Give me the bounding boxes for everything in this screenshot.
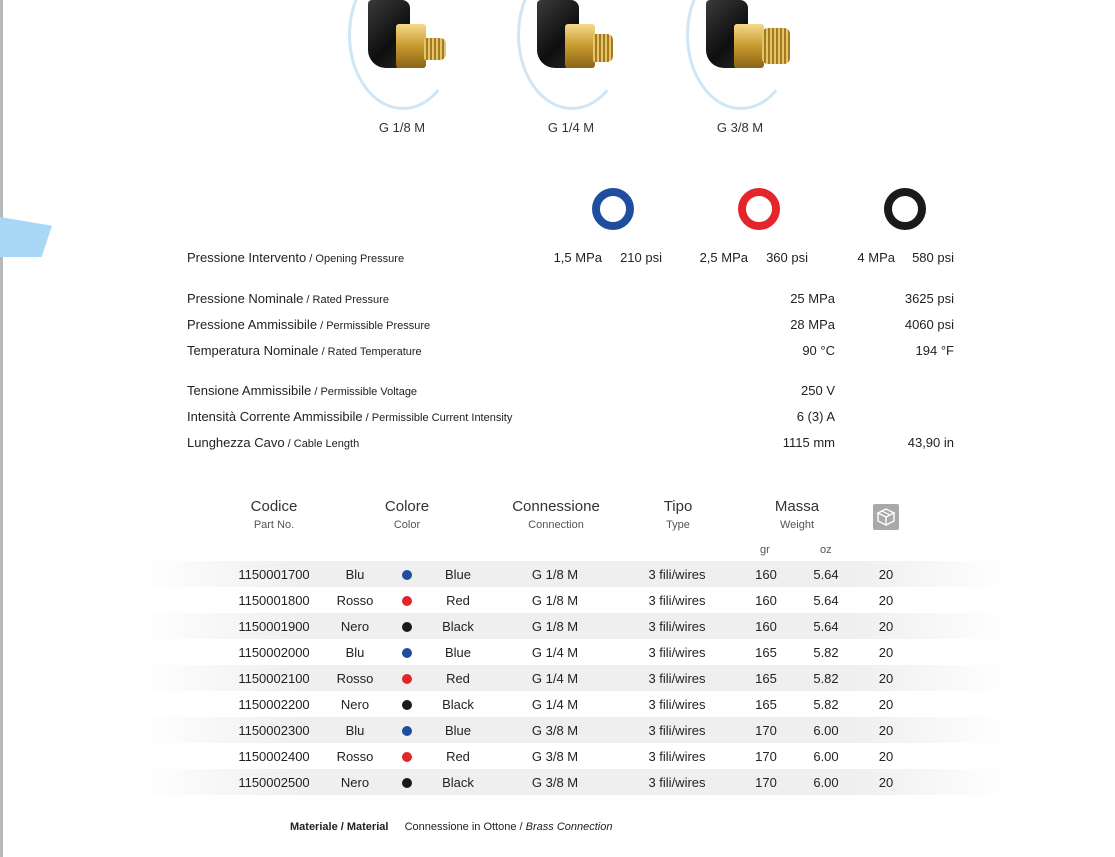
product-label: G 1/8 M <box>378 120 426 135</box>
cell-colore: Nero <box>340 775 370 790</box>
spec-value-metric: 28 MPa <box>790 317 835 332</box>
spec-value-metric: 25 MPa <box>790 291 835 306</box>
product-image-g38 <box>684 0 814 140</box>
opening-black-psi: 580 psi <box>912 250 954 265</box>
cell-conn: G 3/8 M <box>531 775 579 790</box>
product-label: G 1/4 M <box>547 120 595 135</box>
cell-oz: 5.64 <box>813 593 839 608</box>
opening-blue-mpa: 1,5 MPa <box>553 250 602 265</box>
table-row <box>140 613 1010 639</box>
spec-permissible-voltage: Tensione Ammissibile / Permissible Voltage <box>187 383 418 398</box>
cell-oz: 5.82 <box>813 645 839 660</box>
spec-rated-pressure: Pressione Nominale / Rated Pressure <box>187 291 389 306</box>
cell-color: Red <box>446 671 470 686</box>
cell-pack: 20 <box>878 723 894 738</box>
cell-color: Blue <box>444 723 472 738</box>
cell-gr: 160 <box>755 567 777 582</box>
cell-pack: 20 <box>878 749 894 764</box>
color-dot-icon <box>402 778 412 788</box>
package-box-icon <box>873 504 899 530</box>
cell-type: 3 fili/wires <box>648 671 706 686</box>
cell-pack: 20 <box>878 619 894 634</box>
cell-colore: Blu <box>345 645 365 660</box>
color-dot-icon <box>402 648 412 658</box>
spec-value-metric: 90 °C <box>802 343 835 358</box>
opening-black-mpa: 4 MPa <box>857 250 895 265</box>
table-row <box>140 769 1010 795</box>
cell-type: 3 fili/wires <box>648 697 706 712</box>
cell-oz: 6.00 <box>813 775 839 790</box>
cell-gr: 160 <box>755 593 777 608</box>
cell-type: 3 fili/wires <box>648 619 706 634</box>
color-ring-black <box>884 188 926 230</box>
cell-code: 1150002100 <box>238 671 310 686</box>
cell-conn: G 1/4 M <box>531 671 579 686</box>
cell-code: 1150002500 <box>238 775 310 790</box>
cell-color: Black <box>442 697 474 712</box>
cell-code: 1150002400 <box>238 749 310 764</box>
spec-value-imperial: 43,90 in <box>907 435 954 450</box>
cell-type: 3 fili/wires <box>648 749 706 764</box>
cell-colore: Blu <box>345 723 365 738</box>
cell-oz: 5.64 <box>813 567 839 582</box>
unit-ounces: oz <box>820 544 832 556</box>
cell-colore: Rosso <box>336 593 374 608</box>
product-image-g14 <box>515 0 645 140</box>
cell-code: 1150002300 <box>238 723 310 738</box>
spec-value-imperial: 194 °F <box>915 343 954 358</box>
spec-cable-length: Lunghezza Cavo / Cable Length <box>187 435 360 450</box>
cell-type: 3 fili/wires <box>648 593 706 608</box>
cell-gr: 170 <box>755 749 777 764</box>
cell-pack: 20 <box>878 671 894 686</box>
cell-color: Black <box>442 775 474 790</box>
spec-value-metric: 250 V <box>801 383 835 398</box>
cell-oz: 5.82 <box>813 671 839 686</box>
spec-rated-temperature: Temperatura Nominale / Rated Temperature <box>187 343 422 358</box>
spec-value-imperial: 3625 psi <box>904 291 954 306</box>
cell-color: Red <box>446 749 470 764</box>
cell-pack: 20 <box>878 775 894 790</box>
cell-colore: Blu <box>345 567 365 582</box>
header-part-no: Codice Part No. <box>250 498 298 531</box>
cell-gr: 165 <box>755 671 777 686</box>
cell-colore: Rosso <box>336 749 374 764</box>
cell-color: Blue <box>444 567 472 582</box>
color-ring-blue <box>592 188 634 230</box>
cell-colore: Rosso <box>336 671 374 686</box>
cell-conn: G 1/8 M <box>531 567 579 582</box>
table-row <box>140 561 1010 587</box>
cell-code: 1150001700 <box>238 567 310 582</box>
cell-oz: 6.00 <box>813 723 839 738</box>
material-note: Materiale / Material Connessione in Ottone / Brass Connection <box>290 821 613 833</box>
unit-grams: gr <box>760 544 770 556</box>
cell-conn: G 1/8 M <box>531 619 579 634</box>
cell-pack: 20 <box>878 593 894 608</box>
table-row <box>140 587 1010 613</box>
cell-code: 1150001800 <box>238 593 310 608</box>
header-color: Colore Color <box>384 498 430 531</box>
cell-colore: Nero <box>340 619 370 634</box>
cell-type: 3 fili/wires <box>648 723 706 738</box>
cell-oz: 5.64 <box>813 619 839 634</box>
product-label: G 3/8 M <box>716 120 764 135</box>
cell-code: 1150002000 <box>238 645 310 660</box>
cell-color: Blue <box>444 645 472 660</box>
table-row <box>140 743 1010 769</box>
header-connection: Connessione Connection <box>512 498 600 531</box>
cell-gr: 160 <box>755 619 777 634</box>
cell-pack: 20 <box>878 567 894 582</box>
header-weight: Massa Weight <box>774 498 820 531</box>
cell-code: 1150002200 <box>238 697 310 712</box>
cell-type: 3 fili/wires <box>648 775 706 790</box>
table-row <box>140 639 1010 665</box>
color-dot-icon <box>402 570 412 580</box>
color-ring-red <box>738 188 780 230</box>
color-dot-icon <box>402 596 412 606</box>
cell-oz: 6.00 <box>813 749 839 764</box>
spec-permissible-current: Intensità Corrente Ammissibile / Permissible Current Intensity <box>187 409 513 424</box>
opening-red-psi: 360 psi <box>766 250 808 265</box>
cell-type: 3 fili/wires <box>648 645 706 660</box>
product-image-g18 <box>346 0 476 140</box>
cell-color: Red <box>446 593 470 608</box>
cell-gr: 165 <box>755 645 777 660</box>
cell-color: Black <box>442 619 474 634</box>
cell-gr: 170 <box>755 723 777 738</box>
spec-opening-pressure: Pressione Intervento / Opening Pressure <box>187 250 405 265</box>
cell-pack: 20 <box>878 697 894 712</box>
cell-pack: 20 <box>878 645 894 660</box>
spec-value-metric: 1115 mm <box>782 435 835 450</box>
cell-colore: Nero <box>340 697 370 712</box>
color-dot-icon <box>402 752 412 762</box>
color-dot-icon <box>402 622 412 632</box>
opening-blue-psi: 210 psi <box>620 250 662 265</box>
cell-gr: 165 <box>755 697 777 712</box>
cell-conn: G 1/4 M <box>531 697 579 712</box>
page-left-rule <box>0 0 3 857</box>
cell-conn: G 1/4 M <box>531 645 579 660</box>
table-row <box>140 691 1010 717</box>
cell-conn: G 1/8 M <box>531 593 579 608</box>
spec-value-imperial: 4060 psi <box>904 317 954 332</box>
spec-permissible-pressure: Pressione Ammissibile / Permissible Pressure <box>187 317 431 332</box>
cell-code: 1150001900 <box>238 619 310 634</box>
spec-value-metric: 6 (3) A <box>796 409 835 424</box>
cell-oz: 5.82 <box>813 697 839 712</box>
header-type: Tipo Type <box>663 498 693 531</box>
cell-conn: G 3/8 M <box>531 723 579 738</box>
side-tab-marker <box>0 217 52 257</box>
color-dot-icon <box>402 700 412 710</box>
cell-type: 3 fili/wires <box>648 567 706 582</box>
table-row <box>140 665 1010 691</box>
color-dot-icon <box>402 726 412 736</box>
cell-conn: G 3/8 M <box>531 749 579 764</box>
cell-gr: 170 <box>755 775 777 790</box>
opening-red-mpa: 2,5 MPa <box>699 250 748 265</box>
table-row <box>140 717 1010 743</box>
color-dot-icon <box>402 674 412 684</box>
